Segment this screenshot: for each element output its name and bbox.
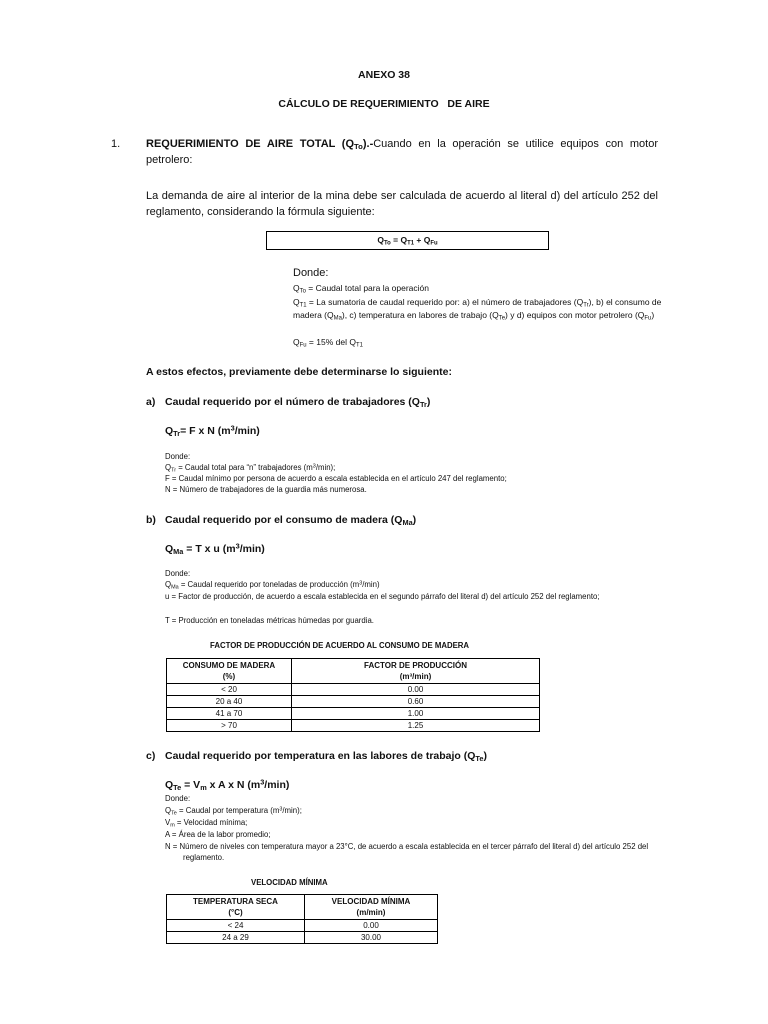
table-row: < 20 0.00 xyxy=(167,684,540,696)
item-a-donde: Donde: xyxy=(165,452,191,461)
section1-paragraph: La demanda de aire al interior de la mina debe ser calculada de acuerdo al literal d) del artículo 252 del reglamento, considerando la fórmula siguiente: xyxy=(146,190,658,218)
velocity-table-title: VELOCIDAD MÍNIMA xyxy=(251,878,328,887)
def-qto: $Q_{To}$ = Caudal total para la operación xyxy=(293,283,430,295)
item-b-def2: u = Factor de producción, de acuerdo a escala establecida en el segundo párrafo del literal d) del artículo 252 del reglamento; xyxy=(165,592,600,601)
item-b-def1: $Q_{Ma}$ = Caudal requerido por toneladas de producción $(m^3/\min)$ xyxy=(165,580,380,591)
item-b-formula: $Q_{Ma} = T$ x u $(m^3/\min)$ xyxy=(165,541,265,556)
velocity-table-header: VELOCIDAD MÍNIMA (m/min) xyxy=(305,895,438,920)
table-row: > 70 1.25 xyxy=(167,720,540,732)
section-number: 1. xyxy=(111,138,121,150)
donde-label: Donde: xyxy=(293,267,329,279)
item-a-def3: N = Número de trabajadores de la guardia más numerosa. xyxy=(165,485,367,494)
wood-table-header: FACTOR DE PRODUCCIÓN (m³/min) xyxy=(292,659,540,684)
item-c-def2: $V_m$ = Velocidad mínima; xyxy=(165,818,248,829)
table-row: < 24 0.00 xyxy=(167,920,438,932)
item-a-formula: $Q_{Tr}= F$ x N $(m^3/\min)$ xyxy=(165,423,260,438)
item-a-label: a) xyxy=(146,396,156,408)
item-a-title: Caudal requerido por el número de trabajadores $(Q_{Tr})$ xyxy=(165,396,431,409)
item-b-def3: T = Producción en toneladas métricas húmedas por guardia. xyxy=(165,616,374,625)
item-a-def2: F = Caudal mínimo por persona de acuerdo a escala establecida en el artículo 247 del reglamento; xyxy=(165,474,507,483)
total-formula-box: $Q_{To} = Q_{T1} + Q_{Fu}$ xyxy=(266,231,549,250)
table-row: 24 a 29 30.00 xyxy=(167,932,438,944)
item-c-def4: N = Número de niveles con temperatura mayor a 23°C, de acuerdo a escala establecida en el tercer párrafo del literal d) del artículo 252 del reglamento. xyxy=(165,842,649,862)
item-c-def1: $Q_{Te}$ = Caudal por temperatura $(m^3/\min)$; xyxy=(165,806,302,817)
def-qt1: $Q_{T1} = La$ sumatoria de caudal requerido por: a) el número de trabajadores $(Q_{Tr})$, b) el consumo de madera $(Q_{Ma})$, c) temperatura en labores de trabajo $(Q_{Te})$ y d) equipos con motor petrolero $(Q_{Fu})$ xyxy=(293,297,662,321)
item-c-formula: $Q_{Te} = V_m$ x A x N $(m^3/\min)$ xyxy=(165,777,290,792)
item-c-title: Caudal requerido por temperatura en las labores de trabajo $(Q_{Te})$ xyxy=(165,750,487,763)
wood-factor-table xyxy=(166,658,540,732)
page-title: CÁLCULO DE REQUERIMIENTO DE AIRE xyxy=(278,98,490,110)
table-row: 41 a 70 1.00 xyxy=(167,708,540,720)
item-c-def3: A = Área de la labor promedio; xyxy=(165,830,271,839)
wood-table-header: CONSUMO DE MADERA (%) xyxy=(167,659,292,684)
table-row: 20 a 40 0.60 xyxy=(167,696,540,708)
annex-label: ANEXO 38 xyxy=(358,69,410,81)
item-c-label: c) xyxy=(146,750,156,762)
efectos-heading: A estos efectos, previamente debe determinarse lo siguiente: xyxy=(146,366,452,378)
item-b-donde: Donde: xyxy=(165,569,191,578)
item-a-def1: $Q_{Tr}$ = Caudal total para “n” trabajadores $(m^3/\min)$; xyxy=(165,463,336,474)
def-qfu: $Q_{Fu} = 15\%$ del $Q_{T1}$ xyxy=(293,337,363,349)
velocity-table-header: TEMPERATURA SECA (°C) xyxy=(167,895,305,920)
wood-table-title: FACTOR DE PRODUCCIÓN DE ACUERDO AL CONSUMO DE MADERA xyxy=(210,641,470,650)
item-c-donde: Donde: xyxy=(165,794,191,803)
item-b-label: b) xyxy=(146,514,156,526)
velocity-table xyxy=(166,894,438,944)
section1-heading: REQUERIMIENTO DE AIRE TOTAL $(Q_{To})$.-Cuando en la operación se utilice equipos con motor petrolero: xyxy=(146,138,658,166)
item-b-title: Caudal requerido por el consumo de madera $(Q_{Ma})$ xyxy=(165,514,417,527)
